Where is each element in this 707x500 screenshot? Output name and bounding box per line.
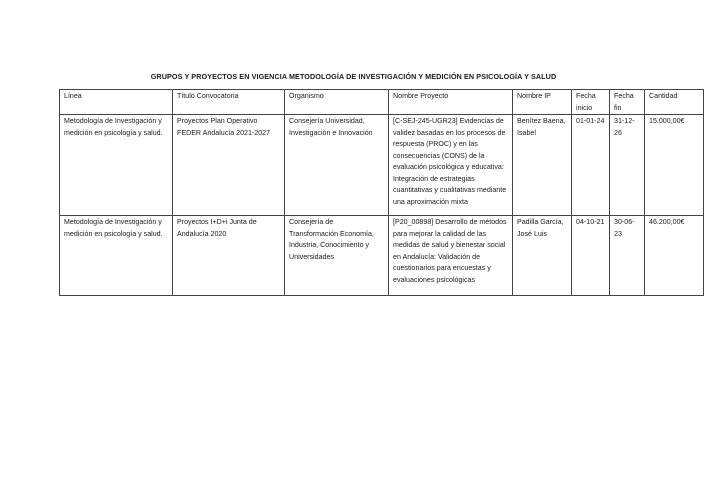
cell-ip: Benítez Baena, Isabel [513, 115, 572, 216]
table-row [60, 216, 704, 296]
table-row [60, 115, 704, 216]
cell-convocatoria: Proyectos Plan Operativo FEDER Andalucía 2021-2027 [173, 115, 285, 216]
cell-organismo: Consejería de Transformación Economía, Industria, Conocimiento y Universidades [285, 216, 389, 296]
header-fecha-fin: Fecha fin [610, 90, 645, 115]
cell-proyecto: [P20_00898] Desarrollo de métodos para mejorar la calidad de las medidas de salud y bienestar social en Andalucía: Validación de cuestionarios para encuestas y evaluaciones psicológicas [389, 216, 513, 296]
cell-linea: Metodología de Investigación y medición en psicología y salud. [60, 115, 173, 216]
cell-cantidad: 46.200,00€ [645, 216, 704, 296]
projects-table [59, 89, 704, 296]
header-cantidad: Cantidad [645, 90, 704, 115]
header-titulo-convocatoria: Título Convocatoria [173, 90, 285, 115]
cell-ip: Padilla García, José Luis [513, 216, 572, 296]
cell-cantidad: 15.000,00€ [645, 115, 704, 216]
header-nombre-ip: Nombre IP [513, 90, 572, 115]
header-linea: Línea [60, 90, 173, 115]
cell-fecha-inicio: 01-01-24 [572, 115, 610, 216]
page-title: GRUPOS Y PROYECTOS EN VIGENCIA METODOLOGÍA DE INVESTIGACIÓN Y MEDICIÓN EN PSICOLOGÍA Y SALUD [150, 72, 557, 81]
header-fecha-inicio: Fecha inicio [572, 90, 610, 115]
header-organismo: Organismo [285, 90, 389, 115]
cell-proyecto: [C-SEJ-245-UGR23] Evidencias de validez basadas en los procesos de respuesta (PROC) y en las consecuencias (CONS) de la evaluación psicológica y educativa: Integración de estrategias cuantitativas y cualitativas mediante una aproximación mixta [389, 115, 513, 216]
cell-fecha-inicio: 04-10-21 [572, 216, 610, 296]
cell-convocatoria: Proyectos I+D+i Junta de Andalucía 2020 [173, 216, 285, 296]
header-nombre-proyecto: Nombre Proyecto [389, 90, 513, 115]
cell-linea: Metodología de Investigación y medición en psicología y salud. [60, 216, 173, 296]
cell-fecha-fin: 31-12-26 [610, 115, 645, 216]
cell-fecha-fin: 30-06-23 [610, 216, 645, 296]
cell-organismo: Consejería Universidad, Investigación e Innovación [285, 115, 389, 216]
header-row [60, 90, 704, 115]
